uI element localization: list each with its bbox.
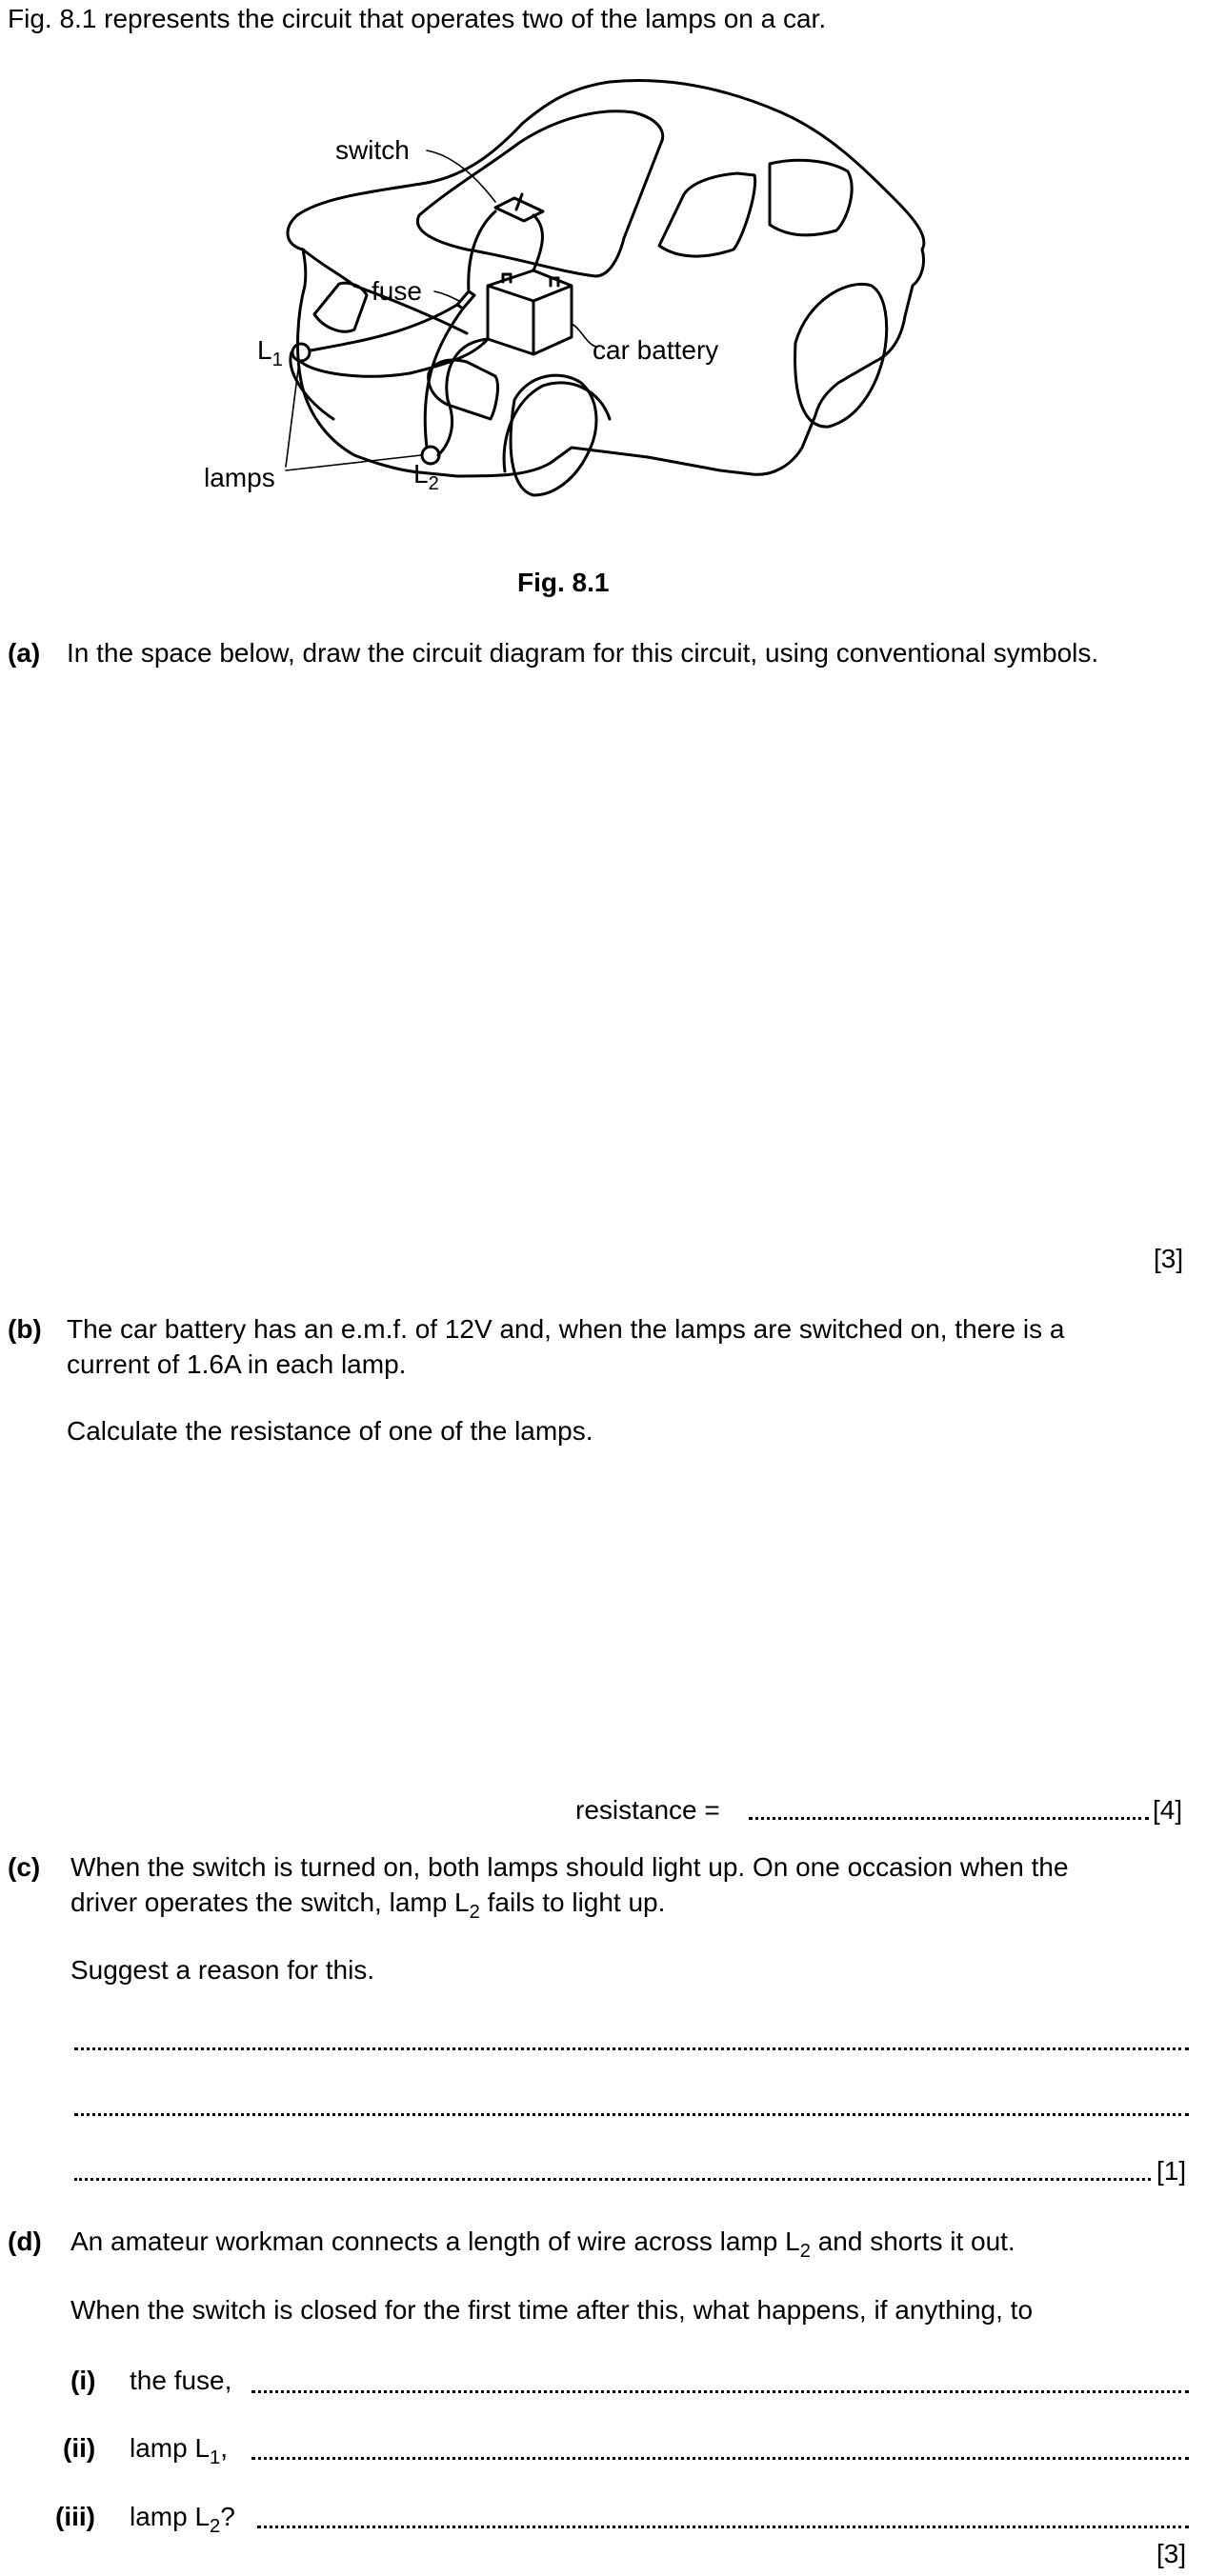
part-d-ii-sub: 1 bbox=[210, 2447, 221, 2469]
part-c-line2-pre: driver operates the switch, lamp L bbox=[70, 1887, 470, 1917]
side-window-rear bbox=[770, 160, 852, 235]
label-switch: switch bbox=[335, 135, 410, 165]
part-b-marks: [4] bbox=[1153, 1795, 1183, 1825]
part-c-text-line1: When the switch is turned on, both lamps should light up. On one occasion when the bbox=[70, 1852, 1069, 1882]
part-d-text-post: and shorts it out. bbox=[810, 2227, 1015, 2256]
wire-battery-switch bbox=[533, 215, 542, 270]
label-lamps: lamps bbox=[204, 463, 275, 492]
part-d-text bbox=[70, 2225, 1015, 2263]
part-d-text-pre: An amateur workman connects a length of wire across lamp L bbox=[70, 2227, 800, 2256]
resistance-answer-line[interactable] bbox=[749, 1817, 1149, 1820]
part-d-ii-post: , bbox=[220, 2433, 229, 2463]
rear-wheel bbox=[795, 284, 887, 427]
part-d-ii-num: (ii) bbox=[63, 2433, 96, 2463]
part-d-marks: [3] bbox=[1156, 2539, 1187, 2568]
part-c-line2-sub: 2 bbox=[469, 1902, 480, 1924]
front-wheel bbox=[511, 375, 596, 495]
part-a-label: (a) bbox=[8, 638, 41, 668]
part-d-i-text bbox=[130, 2364, 231, 2398]
part-d-ii-answer-line[interactable] bbox=[251, 2457, 1189, 2460]
part-d-ii-text bbox=[130, 2431, 229, 2469]
label-l1-sub: 1 bbox=[271, 349, 283, 371]
part-b-label: (b) bbox=[8, 1314, 42, 1344]
label-l1 bbox=[257, 333, 283, 371]
lamp-l1 bbox=[292, 344, 310, 361]
leader-fuse bbox=[434, 291, 459, 301]
wire-l1-return bbox=[301, 339, 488, 376]
label-l2-main: L bbox=[413, 459, 429, 489]
part-d-i-answer-line[interactable] bbox=[251, 2390, 1189, 2393]
part-d-iii-num: (iii) bbox=[55, 2502, 95, 2531]
part-c-label: (c) bbox=[8, 1852, 41, 1882]
resistance-label: resistance = bbox=[575, 1795, 720, 1825]
part-c-answer-line-3[interactable] bbox=[74, 2178, 1151, 2181]
part-a-text: In the space below, draw the circuit diagram for this circuit, using conventional symbols. bbox=[67, 638, 1099, 668]
part-d-label: (d) bbox=[8, 2227, 42, 2256]
part-d-iii-answer-line[interactable] bbox=[257, 2526, 1189, 2528]
part-b-text-line2: current of 1.6A in each lamp. bbox=[67, 1349, 407, 1379]
part-c-answer-line-1[interactable] bbox=[74, 2047, 1189, 2050]
car-circuit-figure bbox=[0, 0, 1206, 552]
figure-caption: Fig. 8.1 bbox=[517, 568, 610, 597]
headlight-housing-2 bbox=[429, 360, 498, 419]
leader-lamps-l1 bbox=[286, 362, 299, 467]
part-d-i-label: the fuse, bbox=[130, 2366, 232, 2395]
side-window-front bbox=[659, 173, 755, 256]
label-car-battery: car battery bbox=[593, 335, 719, 365]
part-d-i-num: (i) bbox=[70, 2366, 96, 2395]
part-d-instruction: When the switch is closed for the first time after this, what happens, if anything, to bbox=[70, 2295, 1034, 2325]
part-c-instruction: Suggest a reason for this. bbox=[70, 1955, 375, 1985]
label-l1-main: L bbox=[257, 335, 272, 365]
part-d-iii-text bbox=[130, 2500, 235, 2538]
part-d-iii-sub: 2 bbox=[210, 2516, 221, 2538]
intro-text: Fig. 8.1 represents the circuit that operates two of the lamps on a car. bbox=[8, 4, 827, 33]
part-b-text-line1: The car battery has an e.m.f. of 12V and, when the lamps are switched on, there is a bbox=[67, 1314, 1065, 1344]
fuse-body bbox=[457, 291, 474, 309]
headlight-housing-1 bbox=[314, 283, 367, 331]
part-c-text-line2 bbox=[70, 1886, 666, 1924]
part-d-text-sub: 2 bbox=[799, 2241, 811, 2263]
part-c-answer-line-2[interactable] bbox=[74, 2113, 1189, 2116]
part-c-marks: [1] bbox=[1156, 2156, 1187, 2186]
part-c-line2-post: fails to light up. bbox=[479, 1887, 666, 1917]
label-fuse: fuse bbox=[372, 276, 422, 306]
part-d-iii-post: ? bbox=[220, 2502, 235, 2531]
label-l2 bbox=[413, 457, 439, 495]
label-l2-sub: 2 bbox=[428, 473, 439, 495]
part-b-instruction: Calculate the resistance of one of the lamps. bbox=[67, 1416, 593, 1446]
part-d-ii-label: lamp L bbox=[130, 2433, 211, 2463]
part-d-iii-label: lamp L bbox=[130, 2502, 211, 2531]
part-a-marks: [3] bbox=[1154, 1244, 1184, 1273]
